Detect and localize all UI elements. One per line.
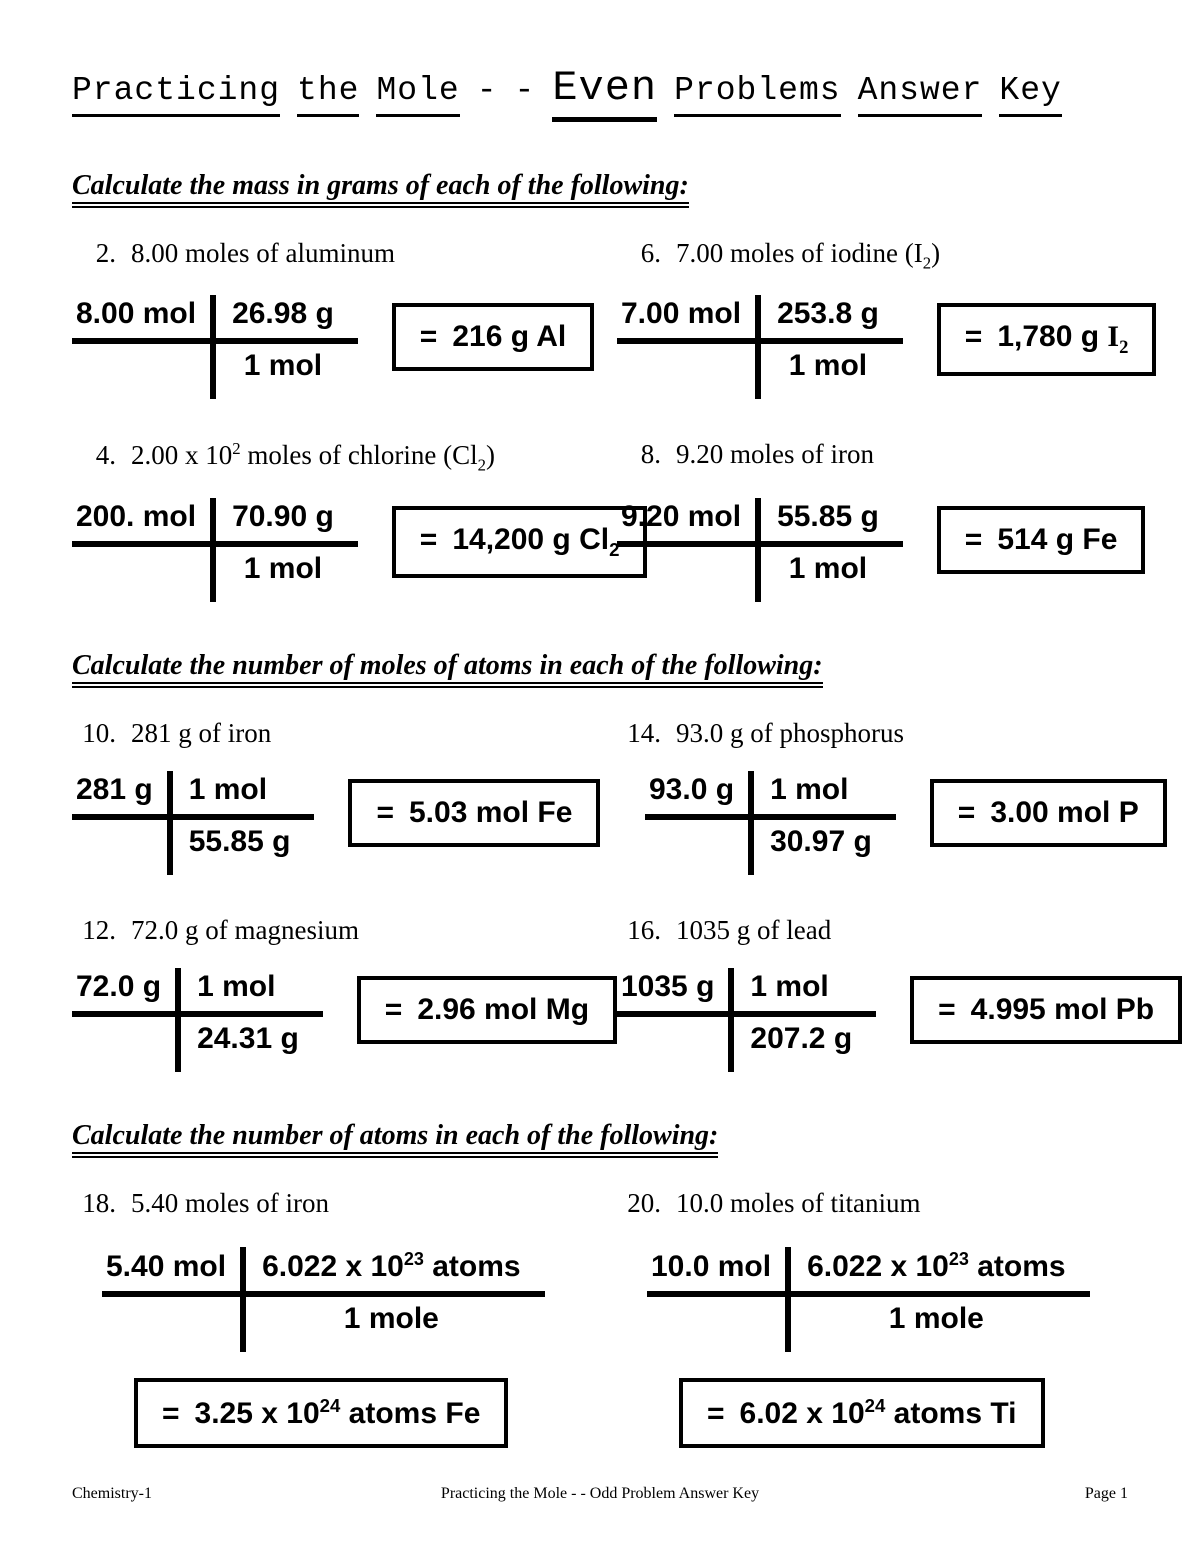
tchart-given	[102, 1247, 240, 1297]
calculation-18	[72, 1247, 617, 1352]
factor-numerator: 1 mol	[188, 772, 268, 806]
tchart-void	[647, 1297, 785, 1352]
answer-text: atoms Ti	[885, 1396, 1017, 1430]
equals-sign: =	[707, 1396, 725, 1430]
calc-row	[72, 295, 1128, 399]
subscript: 2	[1119, 337, 1129, 359]
problem-label-20	[617, 1188, 1128, 1219]
factor-denominator: 1 mole	[343, 1301, 439, 1335]
answer-box-2	[392, 303, 594, 371]
section-heading-moles: Calculate the number of moles of atoms in each of the following:	[72, 652, 823, 688]
tchart-p12	[72, 968, 323, 1072]
factor-numerator: 1 mol	[197, 969, 276, 1003]
calculation-12	[72, 968, 617, 1072]
label-row	[72, 718, 1128, 749]
title-word-even: Even	[552, 64, 657, 122]
answer-text: 5.03 mol Fe	[408, 795, 573, 829]
calc-row	[72, 968, 1155, 1072]
tchart-p20	[647, 1247, 1090, 1352]
title-word: Practicing	[72, 72, 280, 117]
tchart-denominator	[210, 547, 358, 602]
problem-text: 8.00 moles of aluminum	[131, 238, 395, 268]
answer-box-16	[910, 976, 1182, 1044]
given-value: 1035 g	[621, 969, 715, 1003]
tchart-p6	[617, 295, 903, 399]
calc-row	[72, 771, 1139, 875]
footer-page-number: Page 1	[1084, 1485, 1128, 1502]
factor-numerator: 1 mol	[770, 772, 849, 806]
equals-sign: =	[376, 795, 394, 829]
answer-box-14	[930, 779, 1167, 847]
given-value: 7.00 mol	[621, 297, 742, 331]
tchart-p18	[102, 1247, 545, 1352]
factor-numerator: 6.022 x 10	[807, 1249, 949, 1283]
tchart-given	[617, 498, 755, 547]
answer-text: 6.02 x 10	[739, 1396, 865, 1430]
label-row	[72, 238, 1128, 273]
factor-denominator: 1 mol	[243, 349, 323, 383]
given-value: 281 g	[76, 772, 153, 806]
calculation-14	[617, 771, 1167, 875]
tchart-given	[72, 295, 210, 344]
factor-numerator: 253.8 g	[777, 297, 879, 331]
tchart-numerator	[167, 771, 315, 820]
subscript: 2	[609, 538, 620, 560]
answer-text: 2.96 mol Mg	[417, 992, 590, 1026]
calculation-8	[617, 498, 1145, 602]
problem-text: )	[931, 238, 941, 268]
answer-text: 3.25 x 10	[194, 1396, 320, 1430]
tchart-denominator	[755, 547, 903, 602]
problem-number: 10.	[82, 717, 116, 748]
given-value: 5.40 mol	[106, 1249, 227, 1283]
tchart-denominator	[785, 1297, 1090, 1352]
given-value: 10.0 mol	[651, 1249, 772, 1283]
tchart-numerator	[210, 295, 358, 344]
tchart-numerator	[728, 968, 876, 1017]
title-word: Mole	[376, 72, 459, 117]
tchart-denominator	[748, 820, 896, 875]
tchart-p2	[72, 295, 358, 399]
calc-row	[72, 498, 1128, 602]
tchart-void	[102, 1297, 240, 1352]
tchart-denominator	[210, 344, 358, 399]
title-word: the	[297, 72, 359, 117]
label-row	[72, 1188, 1128, 1219]
answer-text: 216 g Al	[452, 320, 567, 354]
title-dash: -	[514, 72, 536, 109]
tchart-p10	[72, 771, 314, 875]
calculation-6	[617, 295, 1156, 399]
tchart-given	[617, 295, 755, 344]
title-dash: -	[476, 72, 498, 109]
answer-cell-20	[617, 1378, 1128, 1448]
tchart-void	[72, 1017, 175, 1072]
title-word: Answer	[858, 72, 983, 117]
tchart-void	[72, 820, 167, 875]
calculation-20	[617, 1247, 1128, 1352]
answer-box-18	[134, 1378, 508, 1448]
tchart-p4	[72, 498, 358, 602]
problem-number: 16.	[627, 914, 661, 945]
factor-numerator: 26.98 g	[232, 297, 334, 331]
section-heading-atoms: Calculate the number of atoms in each of the following:	[72, 1122, 718, 1158]
subscript: 2	[477, 455, 486, 475]
problem-label-18	[72, 1188, 617, 1219]
answer-box-4	[392, 506, 648, 578]
element-symbol: I	[1107, 320, 1120, 354]
tchart-void	[617, 1017, 728, 1072]
tchart-given	[72, 968, 175, 1017]
problem-text: 1035 g of lead	[676, 914, 832, 945]
answer-text: 4.995 mol Pb	[970, 992, 1155, 1026]
calculation-2	[72, 295, 617, 399]
tchart-void	[617, 344, 755, 399]
factor-denominator: 30.97 g	[770, 824, 872, 858]
problem-label-8	[617, 439, 1128, 470]
title-word: Key	[999, 72, 1061, 117]
factor-denominator: 207.2 g	[750, 1021, 853, 1055]
problem-number: 14.	[627, 717, 661, 748]
answer-box-12	[357, 976, 617, 1044]
tchart-given	[617, 968, 728, 1017]
problem-number: 4.	[95, 440, 116, 471]
factor-numerator: atoms	[968, 1249, 1066, 1283]
tchart-void	[617, 547, 755, 602]
equals-sign: =	[162, 1396, 180, 1430]
answer-text: 1,780 g	[997, 320, 1108, 354]
problem-label-14	[617, 718, 1128, 749]
tchart-numerator	[785, 1247, 1090, 1297]
tchart-void	[72, 547, 210, 602]
problem-label-16	[617, 915, 1128, 946]
answer-box-10	[348, 779, 600, 847]
answer-text: 14,200 g Cl	[452, 522, 610, 556]
given-value: 72.0 g	[76, 969, 162, 1003]
factor-denominator: 55.85 g	[188, 824, 291, 858]
given-value: 200. mol	[76, 499, 197, 533]
answer-text: atoms Fe	[340, 1396, 481, 1430]
answer-box-20	[679, 1378, 1045, 1448]
tchart-denominator	[728, 1017, 876, 1072]
problem-text: 9.20 moles of iron	[676, 439, 874, 470]
problem-text: )	[485, 440, 495, 471]
problem-text: 93.0 g of phosphorus	[676, 717, 904, 748]
tchart-p8	[617, 498, 903, 602]
answer-box-8	[937, 506, 1146, 574]
page-title	[72, 0, 1128, 122]
given-value: 9.20 mol	[621, 499, 742, 533]
equals-sign: =	[419, 320, 438, 354]
problem-text: 2.00 x 10	[131, 440, 233, 471]
superscript: 2	[232, 439, 241, 459]
factor-numerator: 70.90 g	[232, 499, 334, 533]
given-value: 8.00 mol	[76, 297, 197, 331]
factor-numerator: 1 mol	[750, 969, 829, 1003]
label-row	[72, 439, 1128, 475]
problem-number: 12.	[82, 914, 116, 945]
factor-denominator: 24.31 g	[197, 1021, 299, 1055]
problem-text: 281 g of iron	[131, 717, 272, 748]
tchart-p16	[617, 968, 876, 1072]
factor-denominator: 1 mol	[788, 551, 868, 585]
problem-text: 72.0 g of magnesium	[131, 914, 359, 945]
factor-denominator: 1 mol	[788, 349, 868, 383]
superscript: 23	[403, 1248, 424, 1269]
calc-row	[72, 1247, 1128, 1352]
footer-course: Chemistry-1	[72, 1485, 152, 1502]
problem-number: 2.	[95, 238, 116, 268]
problem-label-4	[72, 439, 617, 475]
label-row	[72, 915, 1128, 946]
tchart-numerator	[755, 498, 903, 547]
tchart-denominator	[175, 1017, 323, 1072]
tchart-given	[645, 771, 748, 820]
problem-text: 10.0 moles of titanium	[676, 1187, 921, 1218]
problem-number: 18.	[82, 1187, 116, 1218]
tchart-numerator	[748, 771, 896, 820]
answer-text: 514 g Fe	[997, 522, 1118, 556]
equals-sign: =	[419, 522, 438, 556]
tchart-given	[647, 1247, 785, 1297]
tchart-given	[72, 771, 167, 820]
calculation-4	[72, 498, 620, 602]
tchart-numerator	[175, 968, 323, 1017]
calculation-10	[72, 771, 617, 875]
factor-denominator: 1 mole	[888, 1301, 984, 1335]
problem-label-6	[617, 238, 1128, 273]
problem-label-2	[72, 238, 617, 269]
equals-sign: =	[384, 992, 403, 1026]
equals-sign: =	[938, 992, 956, 1026]
answer-cell-18	[72, 1378, 617, 1448]
superscript: 23	[948, 1248, 969, 1269]
problem-text: moles of chlorine (Cl	[240, 440, 478, 471]
subscript: 2	[922, 253, 932, 273]
tchart-p14	[645, 771, 896, 875]
tchart-void	[72, 344, 210, 399]
calculation-16	[617, 968, 1182, 1072]
answer-row	[72, 1378, 1128, 1448]
factor-numerator: 55.85 g	[777, 499, 879, 533]
tchart-denominator	[167, 820, 315, 875]
tchart-denominator	[240, 1297, 545, 1352]
problem-text: 7.00 moles of iodine (I	[676, 238, 923, 268]
problem-text: 5.40 moles of iron	[131, 1187, 329, 1218]
problem-number: 6.	[640, 238, 661, 268]
factor-numerator: atoms	[423, 1249, 521, 1283]
equals-sign: =	[964, 320, 983, 354]
tchart-numerator	[240, 1247, 545, 1297]
factor-denominator: 1 mol	[243, 551, 323, 585]
superscript: 24	[319, 1394, 341, 1416]
tchart-given	[72, 498, 210, 547]
problem-label-10	[72, 718, 617, 749]
section-heading-mass: Calculate the mass in grams of each of the following:	[72, 172, 689, 208]
superscript: 24	[864, 1394, 886, 1416]
problem-number: 8.	[640, 439, 661, 470]
footer-title: Practicing the Mole - - Odd Problem Answer Key	[440, 1485, 760, 1502]
tchart-void	[645, 820, 748, 875]
title-word: Problems	[674, 72, 840, 117]
tchart-denominator	[755, 344, 903, 399]
answer-box-6	[937, 303, 1157, 376]
tchart-numerator	[210, 498, 358, 547]
problem-number: 20.	[627, 1187, 661, 1218]
page-footer	[72, 1485, 1128, 1503]
problem-label-12	[72, 915, 617, 946]
equals-sign: =	[957, 795, 976, 829]
answer-text: 3.00 mol P	[990, 795, 1139, 829]
given-value: 93.0 g	[649, 772, 735, 806]
equals-sign: =	[964, 522, 983, 556]
tchart-numerator	[755, 295, 903, 344]
factor-numerator: 6.022 x 10	[262, 1249, 404, 1283]
